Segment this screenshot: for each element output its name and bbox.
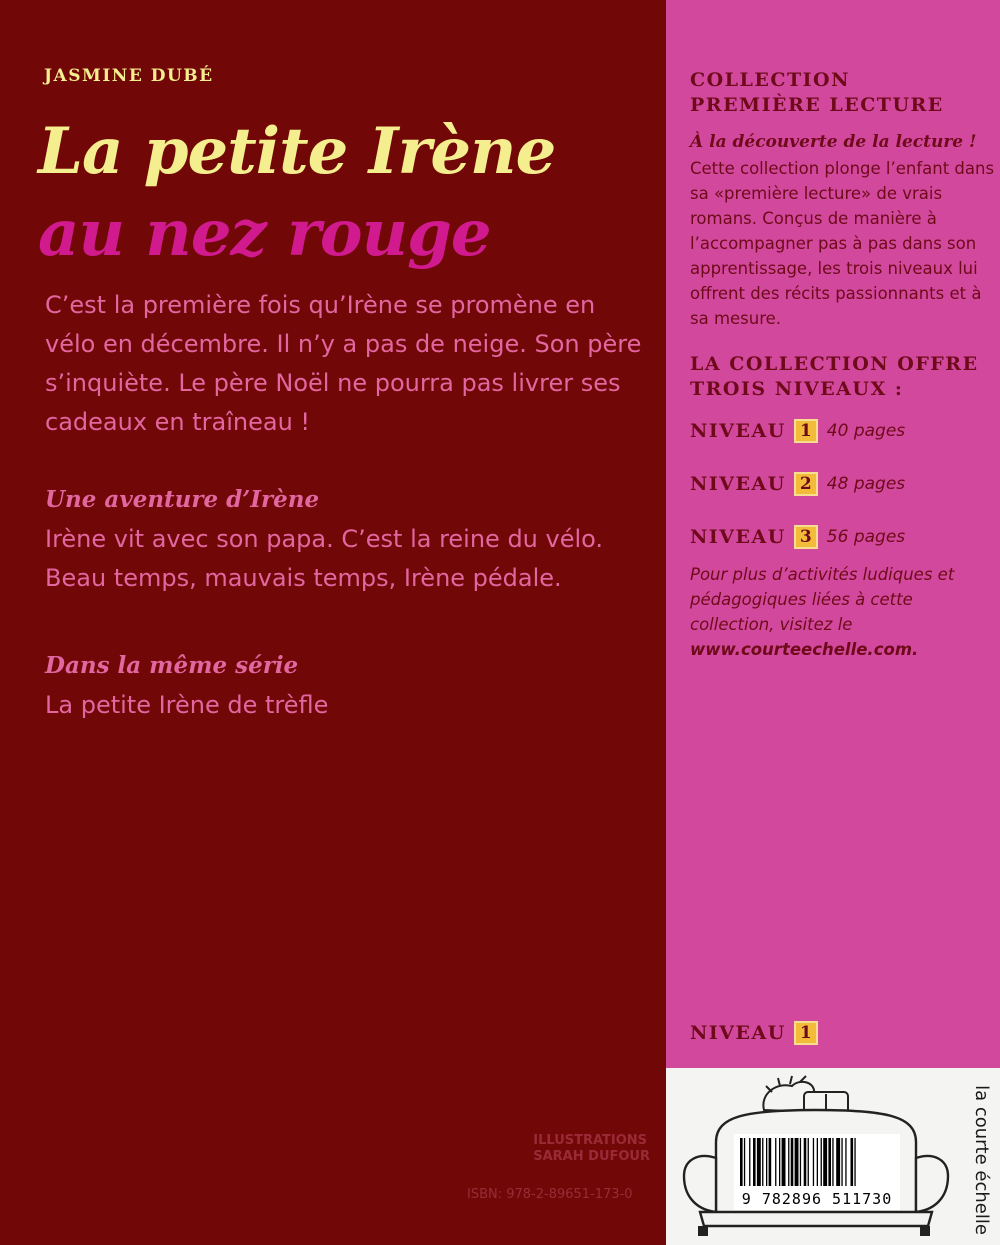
levels-heading-line2: TROIS NIVEAUX : [690,378,904,400]
book-level-label: NIVEAU [690,1022,786,1044]
level-label: NIVEAU [690,420,786,442]
level-row-3 [690,522,905,552]
level-row-1 [690,416,905,446]
credit-label: ILLUSTRATIONS [533,1133,648,1148]
series-description: Irène vit avec son papa. C’est la reine du vélo. Beau temps, mauvais temps, Irène pédale. [45,525,604,592]
level-pages: 48 pages [826,474,906,494]
publisher-logo [966,1080,996,1240]
book-level-badge: 1 [794,1021,818,1045]
illustrator-credit [533,1133,650,1165]
book-title-line1: La petite Irène [38,114,556,189]
sofa-barcode-illustration [676,1072,956,1242]
level-badge-2: 2 [794,472,818,496]
collection-panel [666,0,1000,1245]
collection-tagline: À la découverte de la lecture ! [690,132,977,152]
book-blurb: C’est la première fois qu’Irène se promène en vélo en décembre. Il n’y a pas de neige. Son père s’inquiète. Le père Noël ne pourra pas livrer ses cadeaux en traîneau ! [45,291,642,436]
publisher-name: la courte échelle [971,1085,992,1235]
level-pages: 40 pages [826,421,906,441]
book-title-line2: au nez rouge [38,196,491,271]
illustrator-name: SARAH DUFOUR [533,1149,650,1164]
isbn: ISBN: 978-2-89651-173-0 [467,1187,633,1202]
sofa-leg-icon [698,1226,708,1236]
levels-heading [690,352,979,402]
collection-heading [690,68,944,118]
level-badge-1: 1 [794,419,818,443]
website-link: www.courteechelle.com. [690,640,919,659]
sofa-leg-icon [920,1226,930,1236]
collection-heading-line1: COLLECTION [690,69,850,91]
level-label: NIVEAU [690,526,786,548]
collection-heading-line2: PREMIÈRE LECTURE [690,94,944,116]
level-badge-3: 3 [794,525,818,549]
same-series-heading: Dans la même série [45,652,299,679]
level-label: NIVEAU [690,473,786,495]
book-level [690,1018,818,1048]
levels-heading-line1: LA COLLECTION OFFRE [690,353,979,375]
level-pages: 56 pages [826,527,906,547]
collection-description: Cette collection plonge l’enfant dans sa «première lecture» de vrais romans. Conçus de manière à l’accompagner pas à pas dans son apprentissage, les trois niveaux lui offrent des récits passionnants et à sa mesure. [690,159,995,328]
activities-text: Pour plus d’activités ludiques et pédagogiques liées à cette collection, visitez le [690,565,955,634]
barcode-icon [740,1138,856,1186]
barcode-digits: 9 782896 511730 [741,1190,893,1208]
same-series-title: La petite Irène de trèfle [45,691,329,719]
child-icon [763,1076,848,1114]
author-name: JASMINE DUBÉ [44,66,214,86]
activities-note [690,562,990,662]
series-heading: Une aventure d’Irène [45,486,320,513]
level-row-2 [690,469,905,499]
